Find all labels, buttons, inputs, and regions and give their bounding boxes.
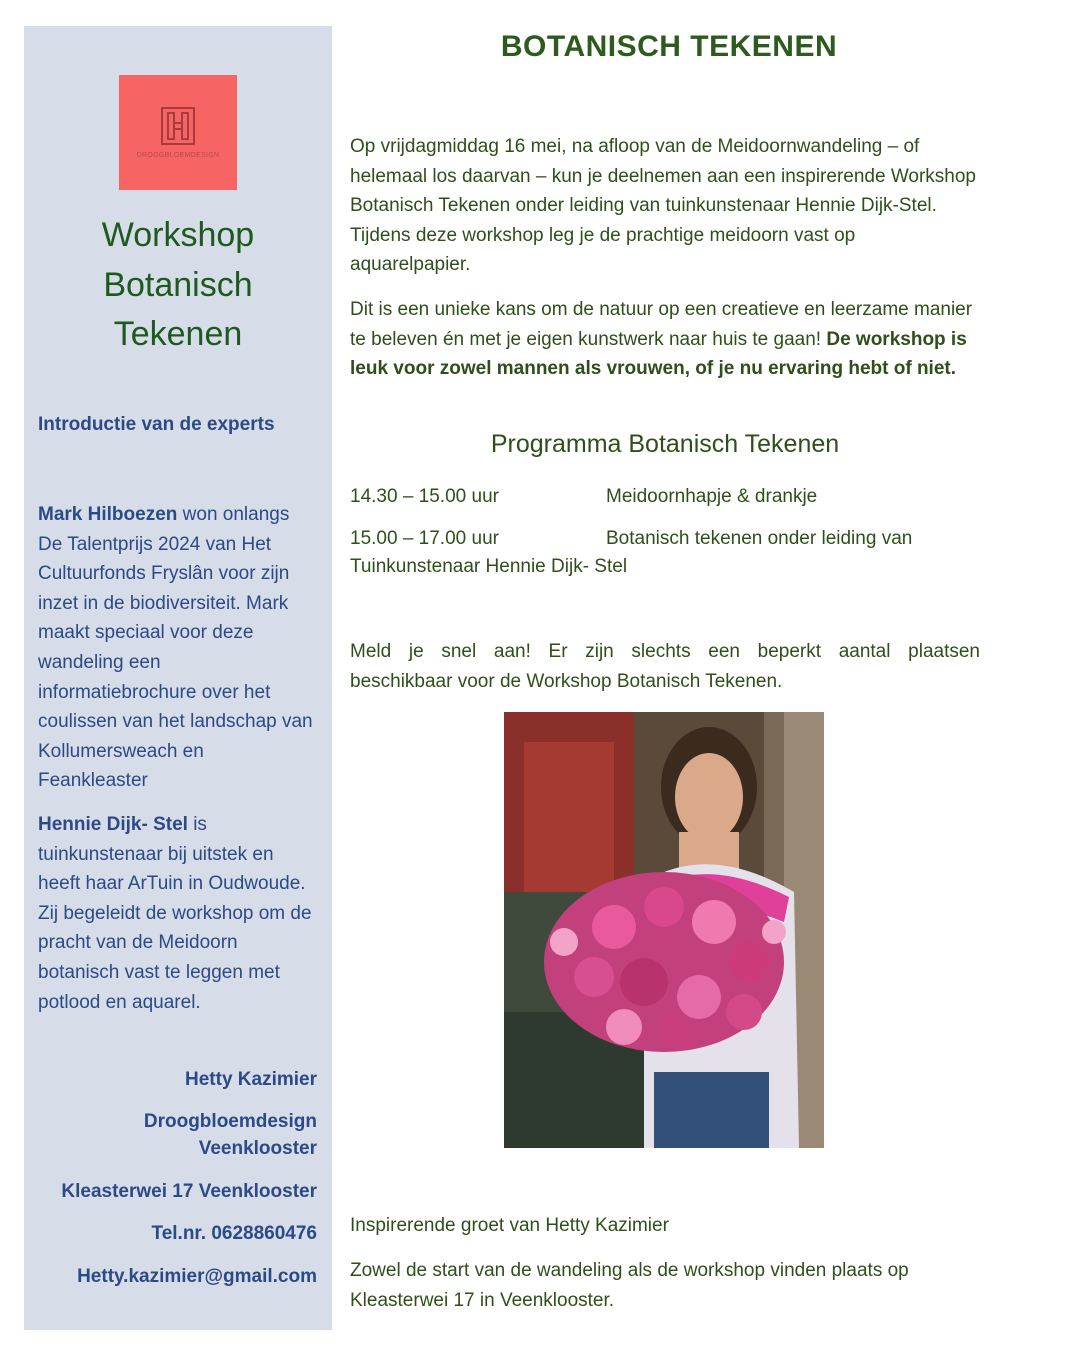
contact-company — [27, 1108, 317, 1162]
brand-logo — [119, 75, 237, 190]
photo-woman-with-flowers — [504, 712, 824, 1148]
contact-phone[interactable]: Tel.nr. 0628860476 — [151, 1223, 317, 1244]
program-time: 15.00 – 17.00 uur — [350, 528, 499, 549]
contact-company-line: Droogbloemdesign — [143, 1111, 317, 1132]
program-title: Programma Botanisch Tekenen — [490, 430, 840, 458]
paragraph-text: Dit is een unieke kans om de natuur op een creatieve en leerzame manier te beleven én met je eigen kunstwerk naar huis te gaan! — [350, 299, 973, 350]
program-time: 14.30 – 15.00 uur — [350, 486, 499, 507]
photo-illustration — [504, 712, 824, 1148]
signup-line: Meld je snel aan! Er zijn slechts een beperkt aantal plaatsen — [350, 641, 980, 662]
sidebar-title-line: Workshop — [101, 216, 255, 254]
sidebar — [24, 26, 332, 1330]
contact-address: Kleasterwei 17 Veenklooster — [61, 1181, 317, 1202]
expert-bio: is tuinkunstenaar bij uitstek en heeft haar ArTuin in Oudwoude. Zij begeleidt de workshop om de pracht van de Meidoorn botanisch vast te leggen met potlood en aquarel. — [38, 814, 312, 1013]
expert-hennie — [38, 810, 318, 1017]
logo-text: DROOGBLOEMDESIGN — [136, 152, 220, 159]
contact-email[interactable]: Hetty.kazimier@gmail.com — [77, 1266, 317, 1287]
program-activity: Meidoornhapje & drankje — [606, 486, 818, 507]
intro-paragraph: Op vrijdagmiddag 16 mei, na afloop van de Meidoornwandeling – of helemaal los daarvan – kun je deelnemen aan een inspirerende Workshop Botanisch Tekenen onder leiding van tuinkunstenaar Hennie Dijk-Stel. Tijdens deze workshop leg je de prachtige meidoorn vast op aquarelpapier. — [350, 136, 976, 276]
sidebar-title — [24, 211, 332, 360]
contact-company-line: Veenklooster — [198, 1138, 317, 1159]
signup-line: beschikbaar voor de Workshop Botanisch Tekenen. — [350, 671, 783, 692]
page-title: BOTANISCH TEKENEN — [500, 30, 838, 63]
greeting: Inspirerende groet van Hetty Kazimier — [350, 1215, 669, 1236]
sidebar-title-line: Botanisch — [103, 265, 253, 304]
program-activity-continuation: Tuinkunstenaar Hennie Dijk- Stel — [350, 556, 628, 577]
expert-name: Mark Hilboezen — [38, 504, 178, 525]
program-row — [350, 525, 980, 581]
contact-name: Hetty Kazimier — [185, 1069, 317, 1090]
expert-bio: won onlangs De Talentprijs 2024 van Het Cultuurfonds Fryslân voor zijn inzet in de biodiversiteit. Mark maakt speciaal voor deze wandeling een informatiebrochure over het coulissen van het landschap van Kollumersweach en Feankleaster — [38, 504, 313, 792]
program-activity: Botanisch tekenen onder leiding van — [606, 528, 913, 549]
closing-paragraph: Zowel de start van de wandeling als de workshop vinden plaats op Kleasterwei 17 in Veenklooster. — [350, 1260, 909, 1311]
expert-mark — [38, 500, 318, 796]
intro-heading: Introductie van de experts — [38, 414, 275, 435]
program-row — [350, 483, 980, 511]
paragraph-bold-text: De workshop is leuk voor zowel mannen als vrouwen, of je nu ervaring hebt of niet. — [350, 328, 967, 380]
expert-name: Hennie Dijk- Stel — [38, 814, 188, 835]
sidebar-title-line: Tekenen — [113, 315, 243, 354]
second-paragraph — [350, 295, 980, 384]
logo-h-icon — [160, 106, 196, 146]
